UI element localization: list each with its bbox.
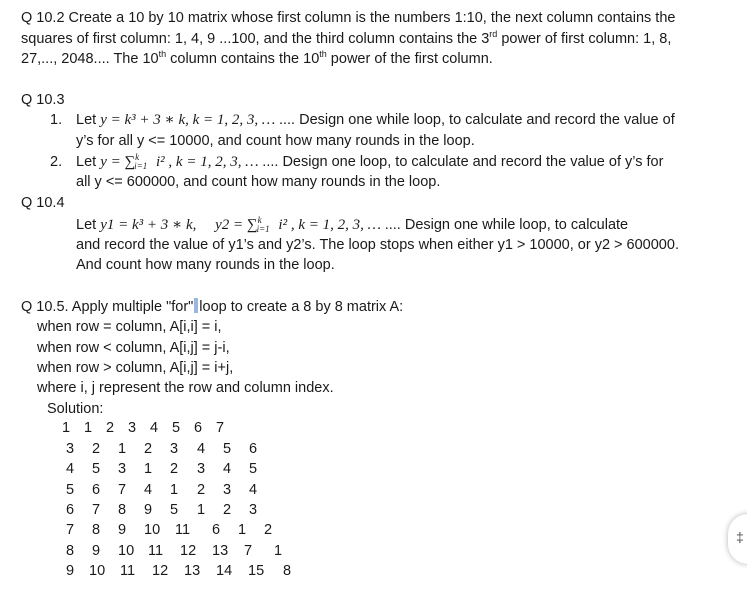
q104-line2: and record the value of y1’s and y2’s. The loop stops when either y1 > 10000, or y2 > 600000. bbox=[76, 237, 679, 253]
matrix-cell: 5 bbox=[223, 441, 232, 457]
matrix-cell: 5 bbox=[92, 461, 101, 477]
matrix-cell: 7 bbox=[118, 482, 127, 498]
matrix-cell: 1 bbox=[170, 482, 179, 498]
matrix-cell: 6 bbox=[66, 502, 75, 518]
expand-icon: ‡ bbox=[736, 529, 744, 545]
q103-item2-number: 2. bbox=[50, 154, 63, 170]
matrix-cell: 5 bbox=[170, 502, 179, 518]
matrix-cell: 4 bbox=[249, 482, 258, 498]
matrix-cell: 7 bbox=[92, 502, 101, 518]
matrix-cell: 3 bbox=[197, 461, 206, 477]
matrix-cell: 2 bbox=[144, 441, 153, 457]
q105-rule1: when row = column, A[i,i] = i, bbox=[37, 319, 222, 335]
matrix-cell: 4 bbox=[223, 461, 232, 477]
matrix-cell: 2 bbox=[223, 502, 232, 518]
matrix-cell: 6 bbox=[249, 441, 258, 457]
q102-line1: Q 10.2 Create a 10 by 10 matrix whose first column is the numbers 1:10, the next column contains the bbox=[21, 10, 676, 26]
matrix-cell: 5 bbox=[249, 461, 258, 477]
q103-item2-line2: all y <= 600000, and count how many rounds in the loop. bbox=[76, 174, 441, 190]
text-cursor bbox=[194, 298, 198, 313]
matrix-cell: 4 bbox=[150, 420, 159, 436]
matrix-cell: 3 bbox=[170, 441, 179, 457]
matrix-cell: 15 bbox=[248, 563, 265, 579]
q103-item1-line2: y’s for all y <= 10000, and count how many rounds in the loop. bbox=[76, 133, 475, 149]
matrix-cell: 2 bbox=[197, 482, 206, 498]
matrix-cell: 1 bbox=[197, 502, 206, 518]
q103-item1-line1: Let y = k³ + 3 ∗ k, k = 1, 2, 3, … .... Design one while loop, to calculate and record the value of bbox=[76, 112, 675, 128]
matrix-cell: 4 bbox=[144, 482, 153, 498]
q103-item1-number: 1. bbox=[50, 112, 63, 128]
matrix-cell: 1 bbox=[118, 441, 127, 457]
matrix-cell: 1 bbox=[274, 543, 283, 559]
q103-item2-line1: Let y = ∑$^k_{i=1}$ i² , k = 1, 2, 3, … .... Design one loop, to calculate and record the value of y’s for bbox=[76, 152, 664, 171]
matrix-cell: 6 bbox=[212, 522, 221, 538]
expand-button[interactable] bbox=[728, 514, 747, 564]
matrix-cell: 14 bbox=[216, 563, 233, 579]
matrix-cell: 13 bbox=[212, 543, 229, 559]
matrix-cell: 1 bbox=[238, 522, 247, 538]
matrix-cell: 2 bbox=[92, 441, 101, 457]
matrix-cell: 6 bbox=[92, 482, 101, 498]
matrix-cell: 12 bbox=[180, 543, 197, 559]
q105-rule2: when row < column, A[i,j] = j-i, bbox=[37, 340, 230, 356]
matrix-cell: 10 bbox=[118, 543, 135, 559]
matrix-cell: 3 bbox=[118, 461, 127, 477]
matrix-cell: 8 bbox=[283, 563, 292, 579]
matrix-cell: 7 bbox=[244, 543, 253, 559]
matrix-cell: 10 bbox=[144, 522, 161, 538]
matrix-cell: 5 bbox=[66, 482, 75, 498]
matrix-cell: 2 bbox=[264, 522, 273, 538]
matrix-cell: 3 bbox=[66, 441, 75, 457]
matrix-cell: 11 bbox=[175, 522, 191, 538]
matrix-cell: 2 bbox=[170, 461, 179, 477]
matrix-cell: 4 bbox=[197, 441, 206, 457]
matrix-cell: 3 bbox=[249, 502, 258, 518]
matrix-cell: 3 bbox=[128, 420, 137, 436]
matrix-cell: 1 bbox=[144, 461, 153, 477]
matrix-cell: 8 bbox=[92, 522, 101, 538]
matrix-cell: 6 bbox=[194, 420, 203, 436]
matrix-cell: 7 bbox=[216, 420, 225, 436]
q104-line3: And count how many rounds in the loop. bbox=[76, 257, 335, 273]
matrix-cell: 9 bbox=[66, 563, 75, 579]
matrix-cell: 7 bbox=[66, 522, 75, 538]
q105-rule3: when row > column, A[i,j] = i+j, bbox=[37, 360, 234, 376]
matrix-cell: 13 bbox=[184, 563, 201, 579]
matrix-cell: 11 bbox=[120, 563, 136, 579]
q103-title: Q 10.3 bbox=[21, 92, 65, 108]
matrix-cell: 1 bbox=[84, 420, 93, 436]
matrix-cell: 10 bbox=[89, 563, 106, 579]
matrix-cell: 8 bbox=[66, 543, 75, 559]
q104-line1: Let y1 = k³ + 3 ∗ k, y2 = ∑$^k_{i=1}$ i² , k = 1, 2, 3, … .... Design one while loop, to calculate bbox=[76, 215, 629, 234]
matrix-cell: 4 bbox=[66, 461, 75, 477]
q102-line3: 27,..., 2048.... The 10th column contains the 10th power of the first column. bbox=[21, 49, 493, 67]
matrix-cell: 8 bbox=[118, 502, 127, 518]
matrix-cell: 9 bbox=[92, 543, 101, 559]
q105-title: Q 10.5. Apply multiple "for" loop to create a 8 by 8 matrix A: bbox=[21, 299, 404, 315]
matrix-cell: 9 bbox=[144, 502, 153, 518]
solution-label: Solution: bbox=[47, 401, 104, 417]
q102-line2: squares of first column: 1, 4, 9 ...100, and the third column contains the 3rd power of first column: 1, 8, bbox=[21, 29, 672, 47]
q105-rule4: where i, j represent the row and column index. bbox=[37, 380, 334, 396]
q104-title: Q 10.4 bbox=[21, 195, 65, 211]
matrix-cell: 3 bbox=[223, 482, 232, 498]
matrix-cell: 5 bbox=[172, 420, 181, 436]
matrix-cell: 2 bbox=[106, 420, 115, 436]
matrix-cell: 9 bbox=[118, 522, 127, 538]
matrix-cell: 12 bbox=[152, 563, 169, 579]
matrix-cell: 1 bbox=[62, 420, 71, 436]
matrix-cell: 11 bbox=[148, 543, 164, 559]
